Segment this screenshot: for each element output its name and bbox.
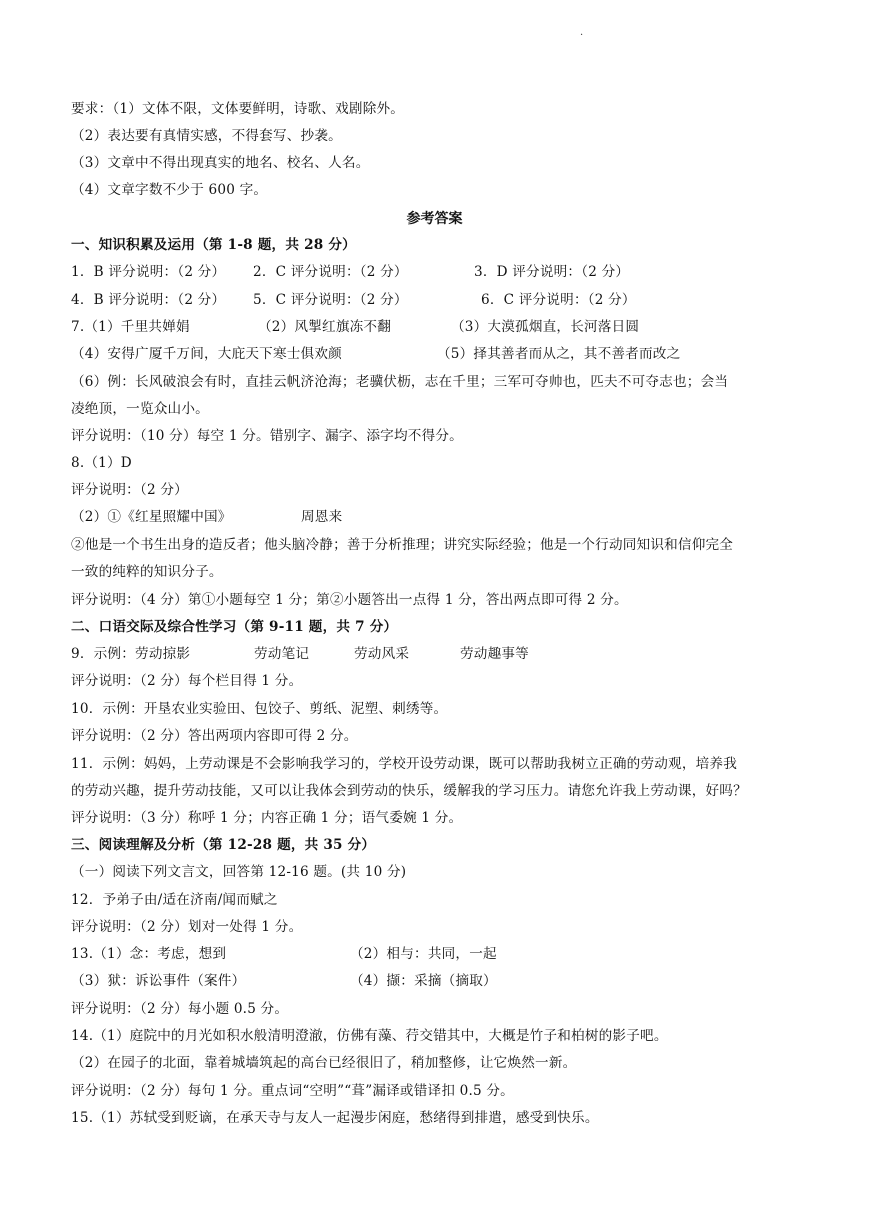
answer-3: 3．D 评分说明：（2 分） bbox=[474, 264, 630, 280]
q7-item-6-line1: （6）例：长风破浪会有时，直挂云帆济沧海；老骥伏枥，志在千里；三军可夺帅也，匹夫不可夺志也；会当 bbox=[71, 374, 729, 390]
q7-item-3: （3）大漠孤烟直，长河落日圆 bbox=[451, 319, 640, 335]
answer-5: 5．C 评分说明：（2 分） bbox=[253, 292, 408, 308]
q9-note: 评分说明：（2 分）每个栏目得 1 分。 bbox=[71, 673, 303, 689]
answer-2: 2．C 评分说明：（2 分） bbox=[253, 264, 408, 280]
q7-note: 评分说明：（10 分）每空 1 分。错别字、漏字、添字均不得分。 bbox=[71, 428, 463, 444]
answer-1: 1．B 评分说明：（2 分） bbox=[71, 264, 226, 280]
q8-note: 评分说明：（4 分）第①小题每空 1 分；第②小题答出一点得 1 分，答出两点即可得 2 分。 bbox=[71, 592, 628, 608]
q8-1-note: 评分说明：（2 分） bbox=[71, 482, 188, 498]
q10: 10．示例：开垦农业实验田、包饺子、剪纸、泥塑、刺绣等。 bbox=[71, 701, 448, 717]
answer-4: 4．B 评分说明：（2 分） bbox=[71, 292, 226, 308]
q12-note: 评分说明：（2 分）划对一处得 1 分。 bbox=[71, 919, 303, 935]
answers-row-2 bbox=[71, 291, 636, 309]
q8-2-book: （2）①《红星照耀中国》 bbox=[71, 509, 232, 525]
q9-item-2: 劳动笔记 bbox=[254, 646, 310, 662]
q7-row-1 bbox=[71, 318, 639, 336]
q14-1: 14.（1）庭院中的月光如积水般清明澄澈，仿佛有藻、荇交错其中，大概是竹子和柏树的影子吧。 bbox=[71, 1028, 668, 1044]
answer-6: 6．C 评分说明：（2 分） bbox=[481, 292, 636, 308]
q9-row bbox=[71, 645, 529, 663]
q10-note: 评分说明：（2 分）答出两项内容即可得 2 分。 bbox=[71, 728, 358, 744]
q11-line1: 11．示例：妈妈，上劳动课是不会影响我学习的，学校开设劳动课，既可以帮助我树立正确的劳动观，培养我 bbox=[71, 756, 737, 772]
q11-line2: 的劳动兴趣，提升劳动技能，又可以让我体会到劳动的快乐，缓解我的学习压力。请您允许我上劳动课，好吗？ bbox=[71, 783, 747, 799]
q7-item-2: （2）风掣红旗冻不翻 bbox=[258, 319, 391, 335]
q8-2-line2: 一致的纯粹的知识分子。 bbox=[71, 564, 223, 580]
q8-2-row bbox=[71, 508, 342, 526]
q9-item-1: 9．示例：劳动掠影 bbox=[71, 646, 191, 662]
answers-row-1 bbox=[71, 263, 629, 281]
q8-2-person: 周恩来 bbox=[301, 509, 343, 525]
q14-2: （2）在园子的北面，靠着城墙筑起的高台已经很旧了，稍加整修，让它焕然一新。 bbox=[71, 1055, 577, 1071]
top-mark: · bbox=[580, 30, 584, 41]
q14-note: 评分说明：（2 分）每句 1 分。重点词“空明”“葺”漏译或错译扣 0.5 分。 bbox=[71, 1083, 514, 1099]
section3-heading: 三、阅读理解及分析（第 12-28 题，共 35 分） bbox=[71, 837, 376, 853]
q15-1: 15.（1）苏轼受到贬谪，在承天寺与友人一起漫步闲庭，愁绪得到排遣，感受到快乐。 bbox=[71, 1110, 599, 1126]
section1-heading: 一、知识积累及运用（第 1-8 题，共 28 分） bbox=[71, 237, 356, 253]
q13-item-1: 13.（1）念：考虑，想到 bbox=[71, 946, 227, 962]
q13-item-4: （4）撷：采摘（摘取） bbox=[350, 973, 497, 989]
q7-item-4: （4）安得广厦千万间，大庇天下寒士俱欢颜 bbox=[71, 346, 342, 362]
q9-item-4: 劳动趣事等 bbox=[460, 646, 529, 662]
requirement-3: （3）文章中不得出现真实的地名、校名、人名。 bbox=[71, 155, 370, 171]
q8-2-line1: ②他是一个书生出身的造反者；他头脑冷静；善于分析推理；讲究实际经验；他是一个行动同知识和信仰完全 bbox=[71, 537, 734, 553]
q13-row-1 bbox=[71, 945, 497, 963]
q8-1: 8.（1）D bbox=[71, 455, 132, 471]
q7-item-6-line2: 凌绝顶，一览众山小。 bbox=[71, 401, 209, 417]
q13-note: 评分说明：（2 分）每小题 0.5 分。 bbox=[71, 1001, 289, 1017]
answer-title: 参考答案 bbox=[406, 211, 463, 227]
section3-sub1: （一）阅读下列文言文，回答第 12-16 题。(共 10 分) bbox=[71, 864, 407, 880]
q11-note: 评分说明：（3 分）称呼 1 分；内容正确 1 分；语气委婉 1 分。 bbox=[71, 810, 463, 826]
q9-item-3: 劳动风采 bbox=[354, 646, 410, 662]
requirement-1: 要求：（1）文体不限，文体要鲜明，诗歌、戏剧除外。 bbox=[71, 101, 405, 117]
q7-item-1: 7.（1）千里共婵娟 bbox=[71, 319, 190, 335]
q7-item-5: （5）择其善者而从之，其不善者而改之 bbox=[437, 346, 681, 362]
q12: 12．予弟子由/适在济南/闻而赋之 bbox=[71, 892, 278, 908]
q13-item-2: （2）相与：共同，一起 bbox=[350, 946, 497, 962]
q13-row-2 bbox=[71, 972, 497, 990]
requirement-2: （2）表达要有真情实感，不得套写、抄袭。 bbox=[71, 128, 342, 144]
q13-item-3: （3）狱：诉讼事件（案件） bbox=[71, 973, 246, 989]
section2-heading: 二、口语交际及综合性学习（第 9-11 题，共 7 分） bbox=[71, 619, 398, 635]
requirement-4: （4）文章字数不少于 600 字。 bbox=[71, 182, 268, 198]
q7-row-2 bbox=[71, 345, 680, 363]
